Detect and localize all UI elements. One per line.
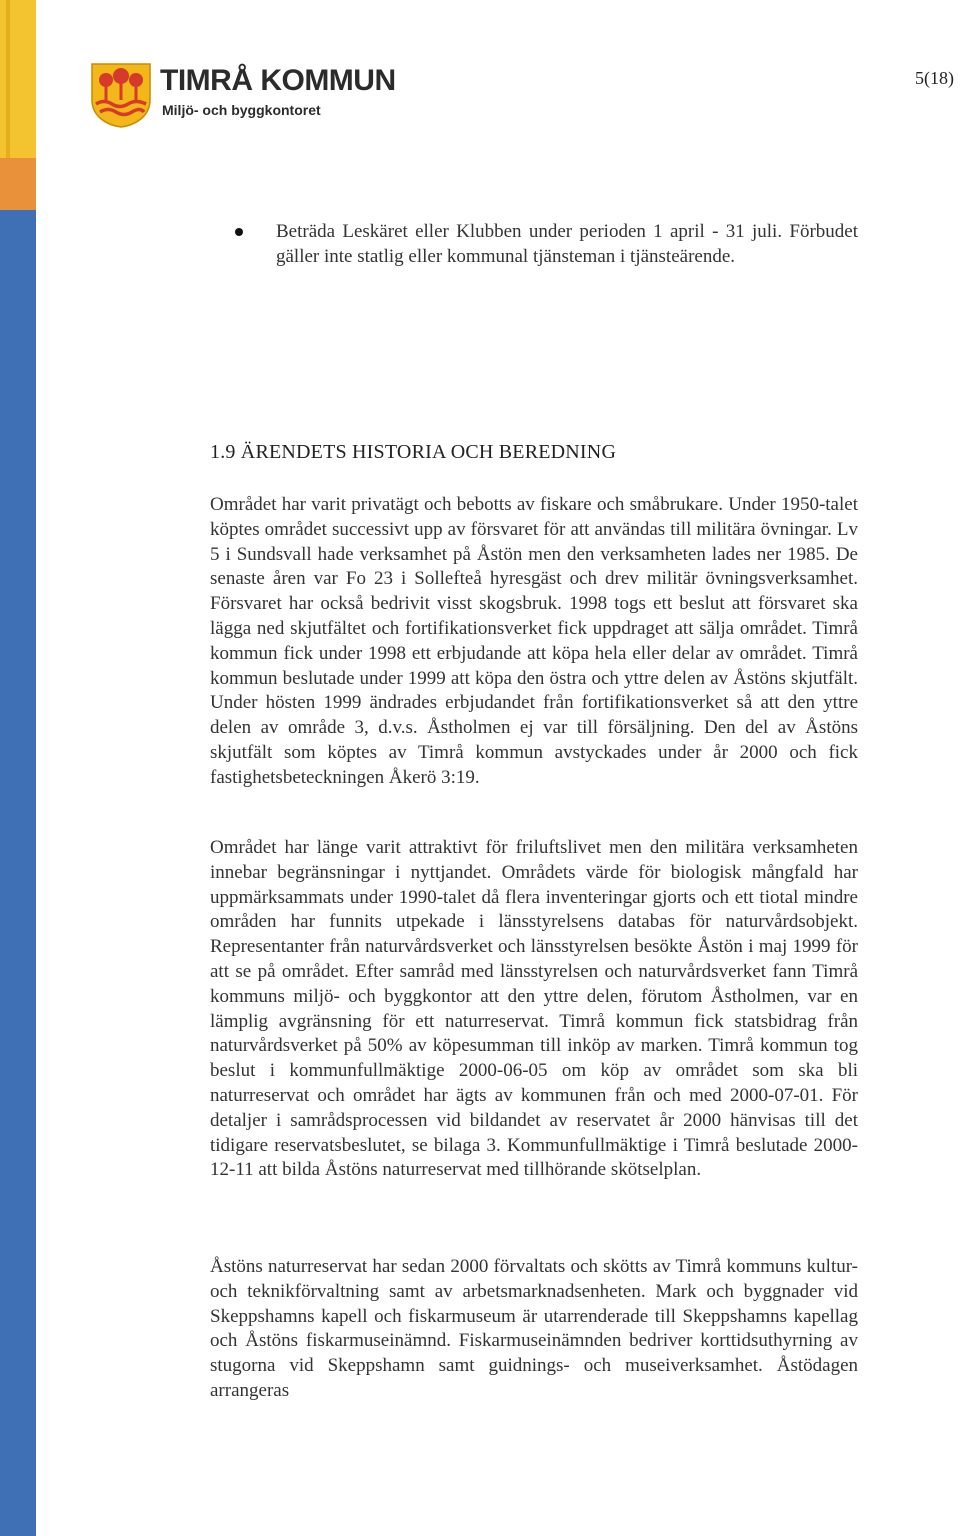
- municipal-emblem-icon: [90, 62, 152, 128]
- logo-subtitle: Miljö- och byggkontoret: [162, 102, 321, 118]
- list-item: [240, 219, 858, 269]
- section-heading: 1.9 ÄRENDETS HISTORIA OCH BEREDNING: [210, 441, 617, 463]
- band-gold-stripe: [6, 0, 10, 158]
- page-number: 5(18): [915, 68, 954, 88]
- timra-kommun-logo: [90, 62, 396, 130]
- paragraph-management: [210, 1255, 858, 1404]
- band-blue-section: [0, 210, 36, 1536]
- bullet-dot-icon: [235, 228, 243, 236]
- paragraph-text: Åstöns naturreservat har sedan 2000 förvaltats och skötts av Timrå kommuns kultur- och teknikförvaltning samt av arbetsmarknadsenheten. Mark och byggnader vid Skeppshamns kapell och fiskarmuseum är utarrenderade till Skeppshamns kapellag och Åstöns fiskarmuseinämnd. Fiskarmuseinämnden bedriver korttidsuthyrning av stugorna vid Skeppshamn samt guidnings- och museiverksamhet. Åstödagen arrangeras: [210, 1256, 858, 1401]
- bullet-text: Beträda Leskäret eller Klubben under perioden 1 april - 31 juli. Förbudet gäller inte statlig eller kommunal tjänsteman i tjänsteärende.: [276, 221, 858, 267]
- paragraph-text: Området har länge varit attraktivt för friluftslivet men den militära verksamheten innebar begränsningar i nyttjandet. Områdets värde för biologisk mångfald har uppmärksammats under 1990-talet då flera inventeringar gjorts och ett tiotal mindre områden har funnits utpekade i länsstyrelsens databas för naturvårdsobjekt. Representanter från naturvårdsverket och länsstyrelsen besökte Åstön i maj 1999 för att se på området. Efter samråd med länsstyrelsen och naturvårdsverket fann Timrå kommuns miljö- och byggkontor att den yttre delen, förutom Åstholmen, var en lämplig avgränsning för ett naturreservat. Timrå kommun fick statsbidrag från naturvårdsverket på 50% av köpesumman till inköp av marken. Timrå kommun tog beslut i kommunfullmäktige 2000-06-05 om köp av området som ska bli naturreservat och området har ägts av kommunen från och med 2000-07-01. För detaljer i samrådsprocessen vid bildandet av reservatet år 2000 hänvisas till det tidigare reservatsbeslutet, se bilaga 3. Kommunfullmäktige i Timrå beslutade 2000-12-11 att bilda Åstöns naturreservat med tillhörande skötselplan.: [210, 837, 858, 1181]
- paragraph-history: [210, 493, 858, 791]
- paragraph-nature-values: [210, 836, 858, 1183]
- band-orange-section: [0, 158, 36, 210]
- paragraph-text: Området har varit privatägt och bebotts av fiskare och småbrukare. Under 1950-talet köptes området successivt upp av försvaret för att användas till militära övningar. Lv 5 i Sundsvall hade verksamhet på Åstön men den verksamheten lades ner 1985. De senaste åren var Fo 23 i Sollefteå hyresgäst och drev militär övningsverksamhet. Försvaret har också bedrivit visst skogsbruk. 1998 togs ett beslut att försvaret ska lägga ned skjutfältet och fortifikationsverket fick uppdraget att sälja området. Timrå kommun fick under 1998 ett erbjudande att köpa hela eller delar av området. Timrå kommun beslutade under 1999 att köpa den östra och yttre delen av Åstöns skjutfält. Under hösten 1999 ändrades erbjudandet från fortifikationsverket så att den yttre delen av område 3, d.v.s. Åstholmen ej var till försäljning. Den del av Åstöns skjutfält som köptes av Timrå kommun avstyckades under år 2000 och fick fastighetsbeteckningen Åkerö 3:19.: [210, 494, 858, 788]
- logo-title: TIMRÅ KOMMUN: [160, 64, 396, 97]
- bullet-list: [240, 219, 858, 269]
- left-color-band: [0, 0, 36, 1536]
